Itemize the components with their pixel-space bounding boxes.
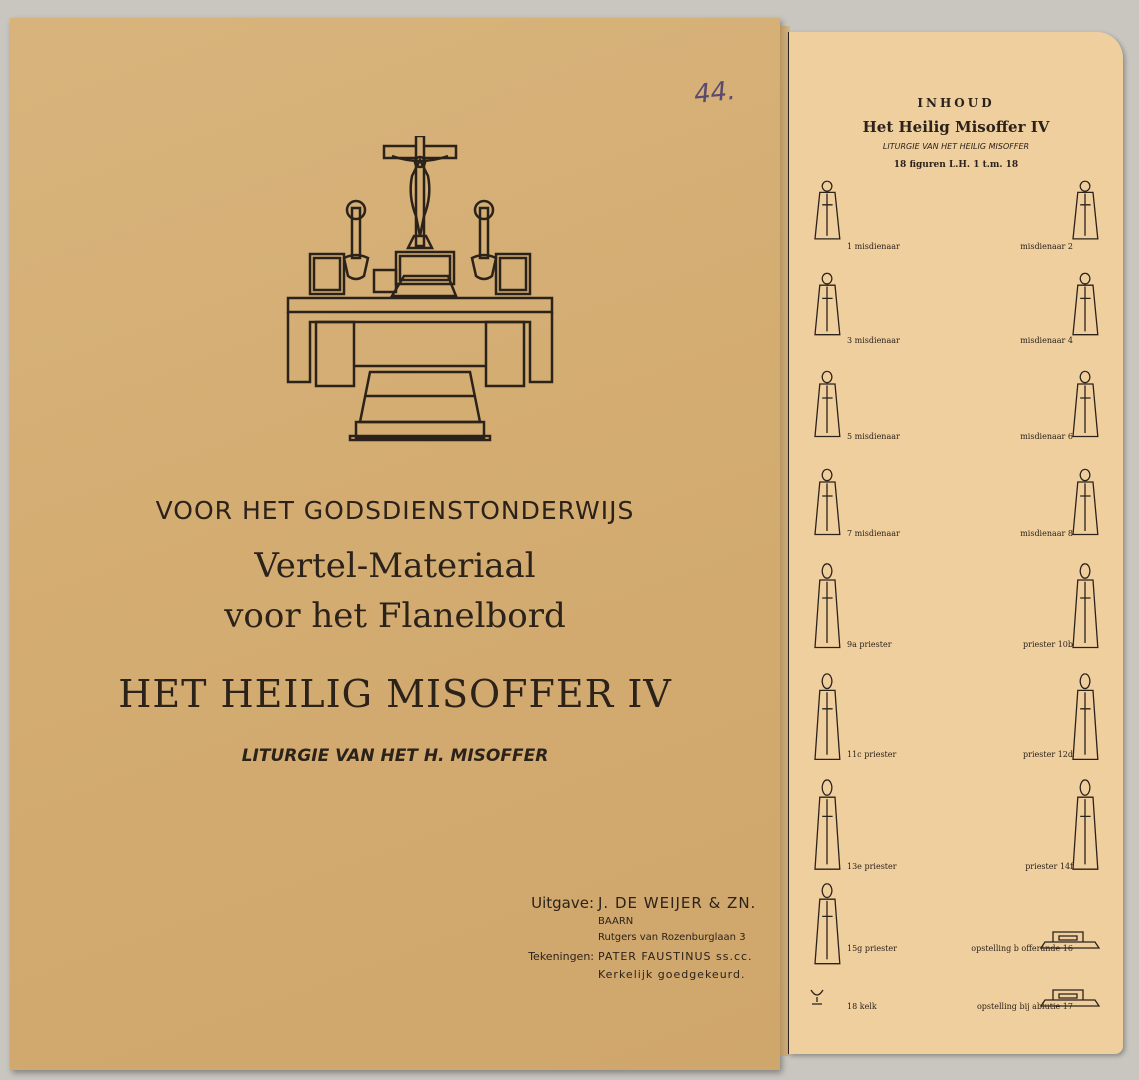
publisher-city: BAARN xyxy=(598,916,634,927)
publisher-address: Rutgers van Rozenburglaan 3 xyxy=(598,932,746,943)
figure-label: priester 10b xyxy=(1023,640,1073,649)
figure-label: opstelling b offerande 16 xyxy=(971,944,1073,953)
figure-illustration-5 xyxy=(807,370,847,440)
figure-illustration-13 xyxy=(807,778,847,874)
insert-figure-count: 18 figuren L.H. 1 t.m. 18 xyxy=(893,160,1019,170)
uitgave-label: Uitgave: xyxy=(531,894,594,912)
figure-label: 18 kelk xyxy=(847,1002,877,1011)
cover-title: HET HEILIG MISOFFER IV xyxy=(118,672,672,716)
figure-label: 15g priester xyxy=(847,944,897,953)
figure-label: 3 misdienaar xyxy=(847,336,900,345)
cover-line-flanelbord: voor het Flanelbord xyxy=(224,596,566,636)
figure-label: 13e priester xyxy=(847,862,897,871)
artist-name: PATER FAUSTINUS ss.cc. xyxy=(598,950,753,963)
figure-illustration-11 xyxy=(807,672,847,764)
figure-label: misdienaar 8 xyxy=(1020,529,1073,538)
figure-label: priester 14f xyxy=(1025,862,1073,871)
figure-label: misdienaar 6 xyxy=(1020,432,1073,441)
church-approval: Kerkelijk goedgekeurd. xyxy=(598,968,746,981)
cover-line-vertel-materiaal: Vertel-Materiaal xyxy=(254,546,536,586)
handwritten-number: 44. xyxy=(692,75,737,111)
figure-label: 11c priester xyxy=(847,750,897,759)
figure-illustration-6 xyxy=(1065,370,1105,440)
figure-illustration-3 xyxy=(807,272,847,338)
figure-label: 9a priester xyxy=(847,640,892,649)
figure-illustration-14 xyxy=(1065,778,1105,874)
figure-label: 1 misdienaar xyxy=(847,242,900,251)
figure-label: 7 misdienaar xyxy=(847,529,900,538)
insert-subtitle: LITURGIE VAN HET HEILIG MISOFFER xyxy=(882,142,1030,151)
contents-insert xyxy=(788,32,1123,1054)
figure-illustration-10 xyxy=(1065,562,1105,652)
figure-illustration-15 xyxy=(807,882,847,968)
figure-label: priester 12d xyxy=(1023,750,1073,759)
publisher-name: J. DE WEIJER & ZN. xyxy=(598,894,757,912)
figure-label: opstelling bij ablutie 17 xyxy=(976,1002,1073,1011)
altar-illustration xyxy=(280,136,560,446)
figure-illustration-9 xyxy=(807,562,847,652)
figure-illustration-7 xyxy=(807,468,847,538)
figure-illustration-4 xyxy=(1065,272,1105,338)
tekeningen-label: Tekeningen: xyxy=(528,950,594,963)
figure-label: misdienaar 4 xyxy=(1020,336,1073,345)
insert-title: Het Heilig Misoffer IV xyxy=(862,118,1050,136)
figure-label: 5 misdienaar xyxy=(847,432,900,441)
figure-illustration-2 xyxy=(1065,180,1105,242)
figure-illustration-1 xyxy=(807,180,847,242)
figure-label: misdienaar 2 xyxy=(1020,242,1073,251)
cover-subtitle: LITURGIE VAN HET H. MISOFFER xyxy=(241,746,549,766)
figure-illustration-8 xyxy=(1065,468,1105,538)
insert-heading: INHOUD xyxy=(917,96,995,110)
cover-line-godsdienstonderwijs: VOOR HET GODSDIENSTONDERWIJS xyxy=(155,496,635,525)
booklet-cover xyxy=(10,18,780,1070)
chalice-figure-icon xyxy=(807,986,827,1006)
